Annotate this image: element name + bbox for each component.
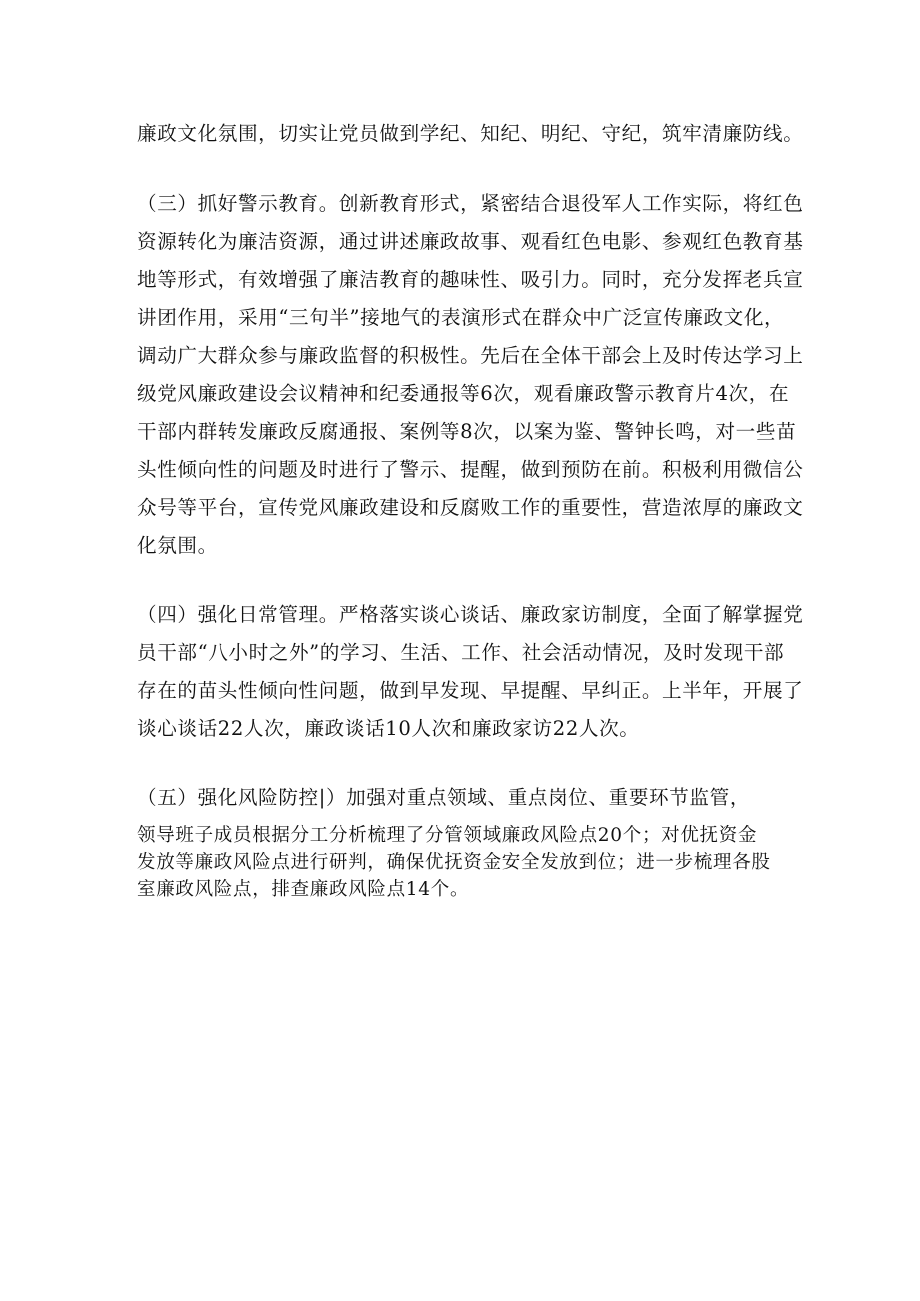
text-line: 地等形式，有效增强了廉洁教育的趣味性、吸引力。同时，充分发挥老兵宣 xyxy=(137,268,804,291)
text-line: 存在的苗头性倾向性问题，做到早发现、早提醒、早纠正。上半年，开展了 xyxy=(137,679,804,702)
text-line: 室廉政风险点，排查廉政风险点14个。 xyxy=(137,879,470,900)
text-line: 头性倾向性的问题及时进行了警示、提醒，做到预防在前。积极利用微信公 xyxy=(137,458,804,481)
text-line: 化氛围。 xyxy=(137,534,218,557)
text-line: 级党风廉政建设会议精神和纪委通报等6次，观看廉政警示教育片4次，在 xyxy=(137,382,790,405)
text-line: （三）抓好警示教育。创新教育形式，紧密结合退役军人工作实际，将红色 xyxy=(137,192,804,215)
text-line: （五）强化风险防控|）加强对重点领域、重点岗位、重要环节监管， xyxy=(137,786,751,809)
text-line: 调动广大群众参与廉政监督的积极性。先后在全体干部会上及时传达学习上 xyxy=(137,344,804,367)
text-line: 资源转化为廉洁资源，通过讲述廉政故事、观看红色电影、参观红色教育基 xyxy=(137,230,804,253)
text-line: 发放等廉政风险点进行研判，确保优抚资金安全发放到位；进一步梳理各股 xyxy=(137,852,771,873)
text-line: 领导班子成员根据分工分析梳理了分管领域廉政风险点20个；对优抚资金 xyxy=(137,825,758,846)
text-line: 员干部“八小时之外”的学习、生活、工作、社会活动情况，及时发现干部 xyxy=(137,641,785,664)
text-line: 廉政文化氛围，切实让党员做到学纪、知纪、明纪、守纪，筑牢清廉防线。 xyxy=(137,122,804,145)
text-line: （四）强化日常管理。严格落实谈心谈话、廉政家访制度，全面了解掌握党 xyxy=(137,603,804,626)
text-line: 谈心谈话22人次，廉政谈话10人次和廉政家访22人次。 xyxy=(137,717,640,740)
text-line: 众号等平台，宣传党风廉政建设和反腐败工作的重要性，营造浓厚的廉政文 xyxy=(137,496,804,519)
text-line: 讲团作用，采用“三句半”接地气的表演形式在群众中广泛宣传廉政文化， xyxy=(137,306,785,329)
text-line: 干部内群转发廉政反腐通报、案例等8次，以案为鉴、警钟长鸣，对一些苗 xyxy=(137,420,797,443)
